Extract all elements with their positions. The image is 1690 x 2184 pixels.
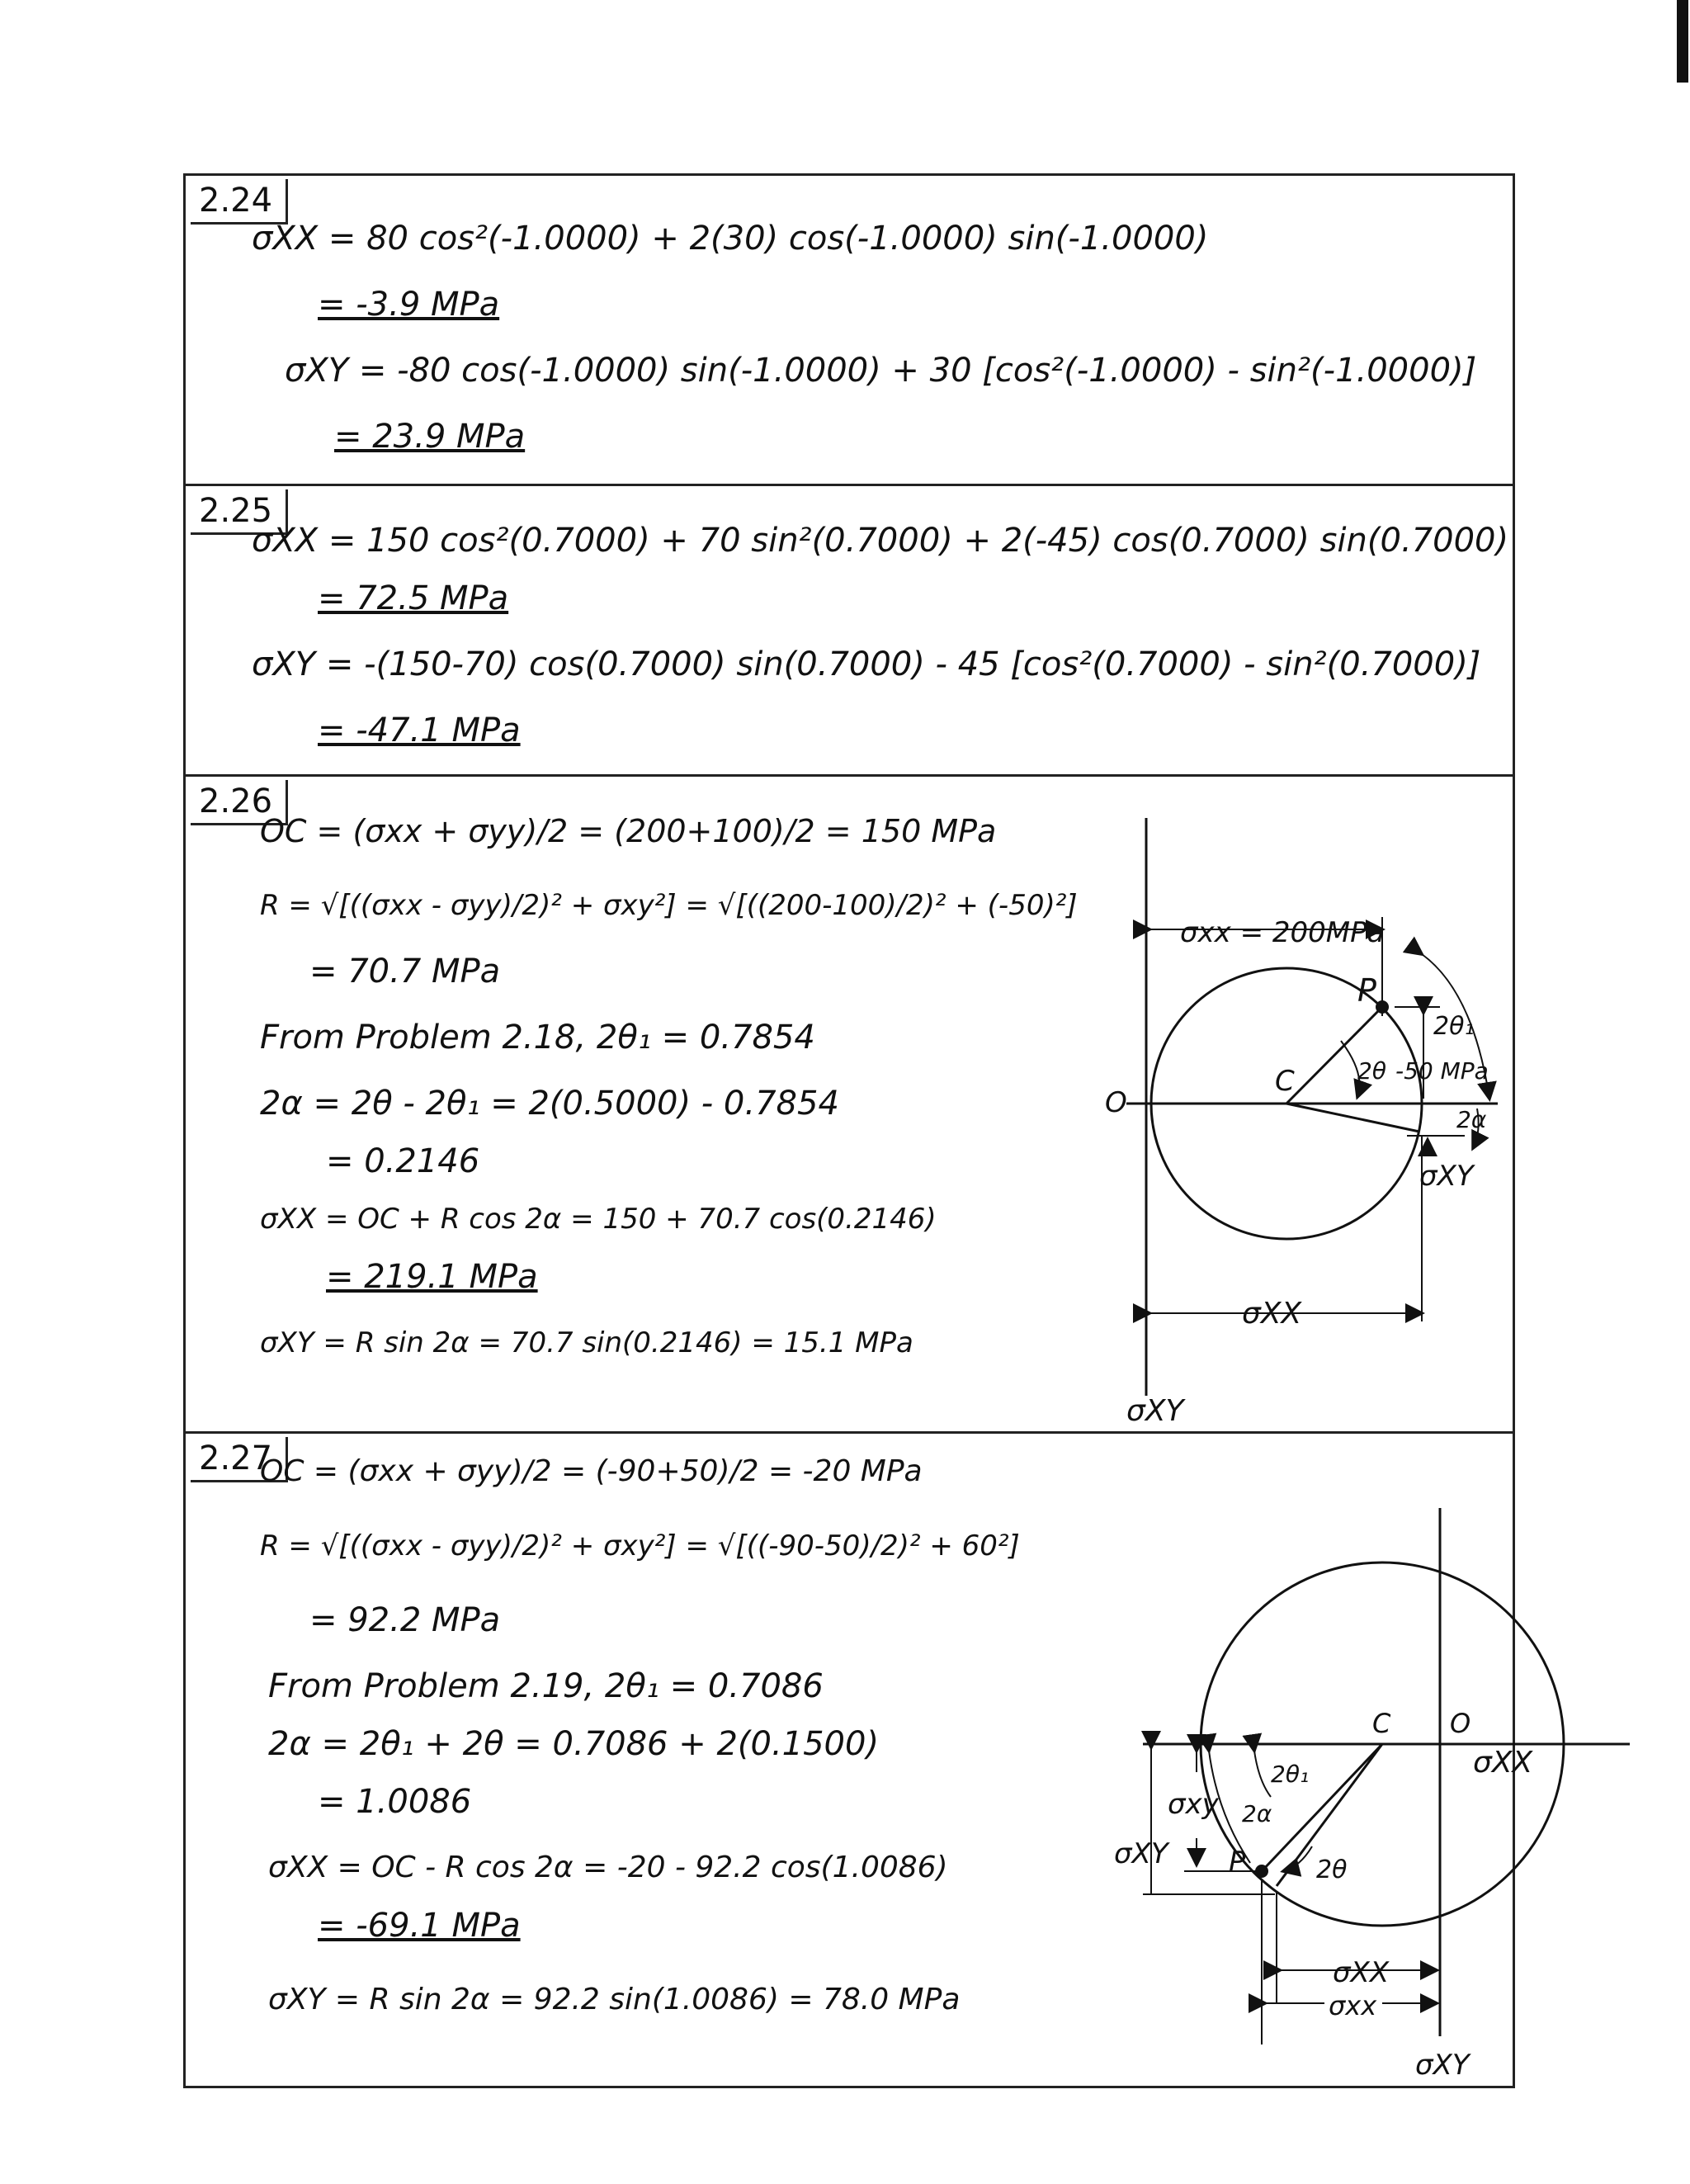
result-line: = 219.1 MPa (326, 1258, 538, 1296)
equation-line: 2α = 2θ₁ + 2θ = 0.7086 + 2(0.1500) (268, 1725, 880, 1763)
result-line: = 1.0086 (318, 1783, 472, 1821)
sxy-left-label: σXY (1114, 1837, 1168, 1870)
two-theta1-label: 2θ₁ (1271, 1761, 1310, 1788)
radius-rotated (1286, 1104, 1419, 1132)
problem-2-27 (186, 1434, 1533, 2088)
sxx-result-label: σXX (1333, 1956, 1390, 1989)
equation-line: σXX = 80 cos²(-1.0000) + 2(30) cos(-1.0000) sin(-1.0000) (252, 220, 1209, 258)
p-label: P (1229, 1846, 1246, 1879)
mohr-circle-diagram (945, 1475, 1533, 2086)
sxx-200-label: σxx = 200MPa (1180, 916, 1385, 949)
sxx-label: σxx (1329, 1990, 1377, 2021)
c-label: C (1275, 1065, 1295, 1098)
minus50-label: -50 MPa (1395, 1057, 1489, 1085)
o-label: O (1450, 1708, 1471, 1739)
result-line: = -47.1 MPa (318, 711, 521, 749)
result-line: = 23.9 MPa (334, 418, 526, 456)
result-line: = 0.2146 (326, 1142, 480, 1180)
two-theta-label: 2θ (1357, 1057, 1386, 1085)
radius-to-p (1286, 1007, 1382, 1104)
sxy-axis-label: σXY (1126, 1394, 1184, 1428)
result-line: = 72.5 MPa (318, 579, 509, 617)
problem-number: 2.24 (191, 179, 288, 225)
problem-2-24 (186, 176, 1513, 486)
equation-line: OC = (σxx + σyy)/2 = (200+100)/2 = 150 MPa (260, 813, 997, 849)
c-label: C (1372, 1708, 1391, 1739)
two-theta-label: 2θ (1316, 1855, 1348, 1884)
two-theta1-arc (1254, 1751, 1271, 1797)
sxy-label: σxy (1168, 1788, 1219, 1821)
page-edge-mark (1677, 0, 1688, 83)
equation-line: σXY = R sin 2α = 92.2 sin(1.0086) = 78.0 MPa (268, 1983, 961, 2016)
equation-line: σXY = -80 cos(-1.0000) sin(-1.0000) + 30 [cos²(-1.0000) - sin²(-1.0000)] (285, 352, 1477, 390)
result-line: = 70.7 MPa (309, 953, 501, 990)
sxx-result-label: σXX (1242, 1297, 1302, 1331)
equation-line: OC = (σxx + σyy)/2 = (-90+50)/2 = -20 MPa (260, 1454, 923, 1488)
equation-line: R = √[((σxx - σyy)/2)² + σxy²] = √[((-90-50)/2)² + 60²] (260, 1529, 1020, 1562)
two-theta1-label: 2θ₁ (1433, 1012, 1475, 1041)
result-line: = 92.2 MPa (309, 1601, 501, 1639)
equation-line: σXX = OC + R cos 2α = 150 + 70.7 cos(0.2146) (260, 1203, 937, 1236)
equation-line: R = √[((σxx - σyy)/2)² + σxy²] = √[((200-100)/2)² + (-50)²] (260, 889, 1078, 922)
o-label: O (1105, 1086, 1127, 1119)
equation-line: From Problem 2.18, 2θ₁ = 0.7854 (260, 1019, 815, 1057)
result-line: = -3.9 MPa (318, 286, 500, 324)
two-alpha-label: 2α (1242, 1800, 1272, 1827)
problem-number: 2.26 (191, 780, 288, 825)
p-label: P (1357, 972, 1376, 1009)
two-alpha-label: 2α (1456, 1106, 1487, 1133)
solution-sheet (183, 173, 1533, 2088)
equation-line: From Problem 2.19, 2θ₁ = 0.7086 (268, 1667, 824, 1705)
sxy-axis-label: σXY (1415, 2049, 1470, 2082)
sxy-small-label: σXY (1419, 1160, 1474, 1193)
equation-line: σXX = 150 cos²(0.7000) + 70 sin²(0.7000) + 2(-45) cos(0.7000) sin(0.7000) (252, 522, 1509, 560)
equation-line: σXX = OC - R cos 2α = -20 - 92.2 cos(1.0086) (268, 1851, 948, 1884)
sxx-axis-label: σXX (1473, 1746, 1533, 1780)
equation-line: σXY = R sin 2α = 70.7 sin(0.2146) = 15.1 MPa (260, 1326, 913, 1359)
equation-line: 2α = 2θ - 2θ₁ = 2(0.5000) - 0.7854 (260, 1085, 839, 1123)
mohr-circle-diagram (928, 818, 1506, 1429)
problem-2-26 (186, 777, 1513, 1434)
result-line: = -69.1 MPa (318, 1907, 521, 1945)
problem-number: 2.27 (191, 1437, 288, 1482)
problem-2-25 (186, 486, 1513, 777)
equation-line: σXY = -(150-70) cos(0.7000) sin(0.7000) - 45 [cos²(0.7000) - sin²(0.7000)] (252, 645, 1481, 683)
problem-number: 2.25 (191, 489, 288, 535)
